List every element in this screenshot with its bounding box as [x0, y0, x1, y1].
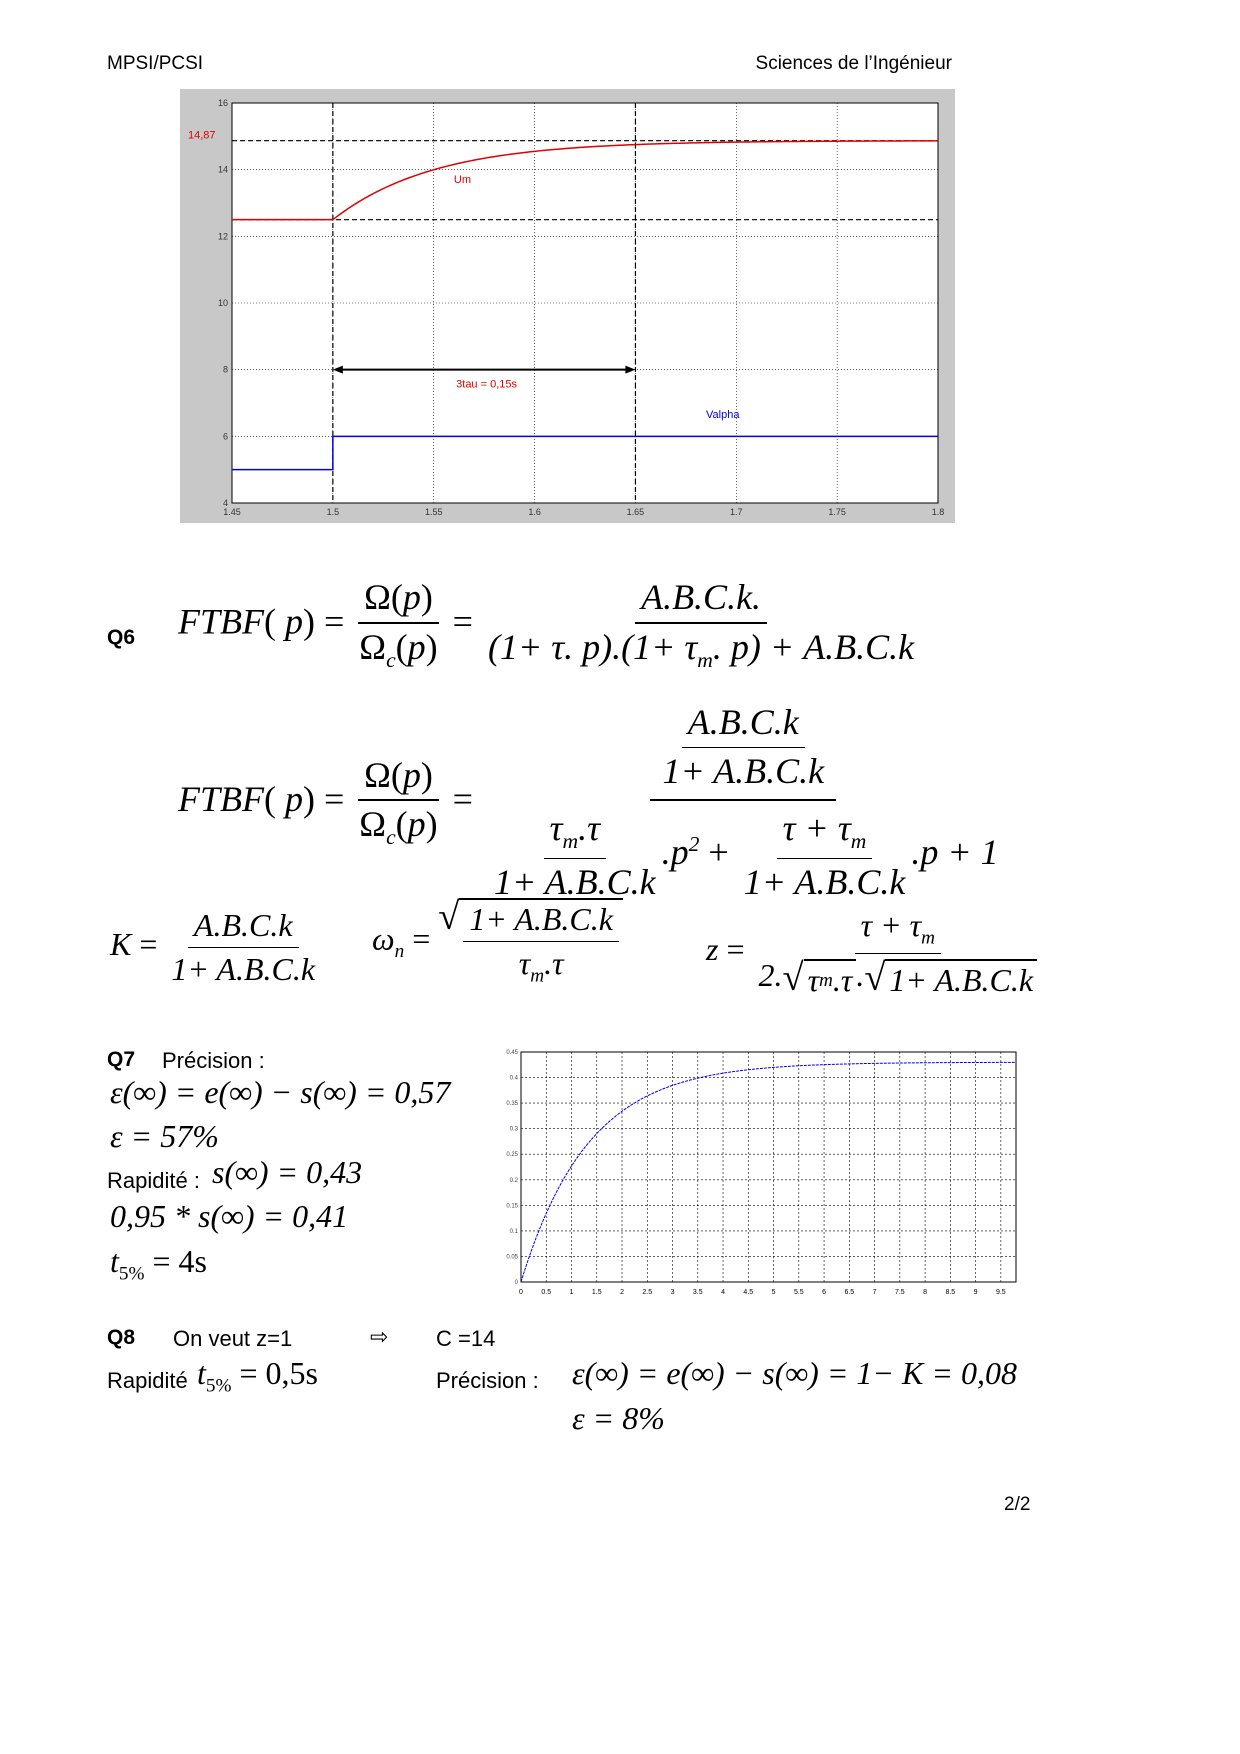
chart2-plot-area — [521, 1052, 1016, 1282]
chart2-x-tick: 0 — [519, 1289, 523, 1296]
ftbf-fraction-1: $\frac{A.B.C.k.}{(1+ \tau. p).(1+ \tau_m. p) + A.B.C.k}$ — [487, 577, 915, 672]
gain-K-equation: K = $\frac{A.B.C.k}{1+ A.B.C.k}$ — [110, 907, 316, 988]
chart2-x-tick: 1.5 — [591, 1289, 602, 1296]
q8-precision-label: Précision : — [436, 1368, 539, 1393]
ftbf-fraction-2: $\frac{A.B.C.k}{1+ A.B.C.k}$ $\frac{\tau_m.\tau}{1+ A.B.C.k}$ $.p^2$ + $\frac{\tau + \tau_m}{1+ A.B.C.k}$ .p + 1 — [493, 702, 999, 903]
chart1-x-tick: 1.5 — [326, 507, 340, 517]
chart2-y-tick: 0.3 — [509, 1126, 518, 1133]
chart2-x-tick: 0.5 — [541, 1289, 552, 1296]
chart2-x-tick: 9 — [973, 1289, 978, 1296]
chart2-x-tick: 6 — [822, 1289, 827, 1296]
damping-z-equation: z = $\tau + \tau_m$ 2. √ τ m .τ . √ 1+ A.B.C.k — [706, 908, 1043, 998]
chart1-x-tick: 1.65 — [626, 507, 645, 517]
chart1-x-tick: 1.45 — [223, 507, 241, 517]
level-label: 14,87 — [188, 129, 216, 142]
chart2-y-tick: 0.05 — [506, 1254, 518, 1261]
chart2-x-tick: 9.5 — [995, 1289, 1006, 1296]
q7-t5-equation: $t_{5\%} = 4s$ — [110, 1243, 207, 1285]
omega-ratio: $\frac{\Omega(p)}{\Omega_c(p)}$ — [359, 577, 438, 672]
chart2-x-tick: 1 — [569, 1289, 574, 1296]
chart2-y-tick: 0.35 — [506, 1101, 518, 1108]
chart2-y-tick: 0.25 — [506, 1152, 518, 1159]
chart2-x-tick: 7 — [872, 1289, 877, 1296]
omega-n-equation: $\omega_n$ = √ $\frac{1+ A.B.C.k}{\tau_m.\tau}$ — [372, 898, 623, 987]
um-label: Um — [453, 174, 471, 186]
chart1-y-tick: 4 — [222, 498, 228, 508]
chart1-y-tick: 16 — [217, 98, 228, 108]
chart2-x-tick: 6.5 — [844, 1289, 855, 1296]
header-left: MPSI/PCSI — [107, 53, 204, 74]
chart1-x-tick: 1.7 — [730, 507, 743, 517]
step-response-chart-um — [180, 89, 955, 523]
step-response-chart-s — [496, 1048, 1030, 1298]
q8-error-percent: ε = 8% — [572, 1400, 665, 1436]
chart2-x-tick: 3.5 — [692, 1289, 703, 1296]
q7-label: Q7 — [107, 1048, 136, 1071]
implies-arrow-icon: ⇨ — [370, 1324, 389, 1349]
q7-rapidite-label: Rapidité : — [107, 1168, 200, 1193]
ftbf-equation-2: FTBF( p) = $\frac{\Omega(p)}{\Omega_c(p)}$ = $\frac{A.B.C.k}{1+ A.B.C.k}$ $\frac{\tau_m.\tau}{1+ A.B.C.k}$ $.p^2$ + $\frac{\tau + \tau_m}{1+ A.B.C.k}$ .p + 1 — [178, 703, 1005, 903]
q7-error-equation: ε(∞) = e(∞) − s(∞) = 0,57 — [110, 1074, 451, 1110]
chart2-y-tick: 0.4 — [509, 1075, 518, 1082]
q8-gain-result: C =14 — [436, 1326, 496, 1351]
chart1-y-tick: 14 — [217, 164, 228, 175]
chart2-y-tick: 0 — [514, 1280, 518, 1286]
chart2-y-tick: 0.2 — [509, 1177, 518, 1184]
chart2-x-tick: 4.5 — [743, 1289, 754, 1296]
ftbf-equation-1: FTBF( p) = $\frac{\Omega(p)}{\Omega_c(p)}$ = $\frac{A.B.C.k.}{(1+ \tau. p).(1+ \tau_m. p) + A.B.C.k}$ — [178, 578, 920, 673]
q8-t5-equation: $t_{5\%} = 0,5s$ — [197, 1355, 318, 1397]
chart1-x-tick: 1.8 — [931, 507, 945, 517]
chart1-y-tick: 8 — [222, 364, 228, 375]
chart2-y-tick: 0.15 — [506, 1203, 518, 1210]
chart2-x-tick: 7.5 — [894, 1289, 905, 1296]
chart2-x-tick: 4 — [721, 1289, 725, 1296]
q8-label: Q8 — [107, 1326, 136, 1349]
omega-ratio-2: $\frac{\Omega(p)}{\Omega_c(p)}$ — [359, 754, 438, 850]
chart1-x-tick: 1.55 — [424, 507, 443, 517]
chart2-y-tick: 0.45 — [506, 1050, 518, 1056]
chart1-y-tick: 6 — [222, 431, 228, 442]
chart1-x-tick: 1.6 — [528, 507, 541, 517]
chart2-x-tick: 2.5 — [642, 1289, 653, 1296]
chart2-x-tick: 5.5 — [793, 1289, 804, 1296]
q7-precision-label: Précision : — [162, 1048, 265, 1073]
q8-error-equation: ε(∞) = e(∞) − s(∞) = 1− K = 0,08 — [572, 1355, 1017, 1391]
q7-95-value: 0,95 * s(∞) = 0,41 — [110, 1198, 349, 1234]
q6-label: Q6 — [107, 626, 136, 649]
tau-label: 3tau = 0,15s — [456, 378, 518, 391]
chart2-x-tick: 3 — [670, 1289, 675, 1296]
chart1-x-tick: 1.75 — [828, 507, 846, 517]
chart2-y-tick: 0.1 — [509, 1228, 518, 1235]
q7-error-percent: ε = 57% — [110, 1118, 219, 1154]
q8-condition: On veut z=1 — [173, 1326, 293, 1351]
q8-rapidite-label: Rapidité — [107, 1368, 188, 1393]
chart2-x-tick: 8 — [923, 1289, 928, 1296]
header-right: Sciences de l’Ingénieur — [755, 53, 952, 74]
q7-final-value: s(∞) = 0,43 — [212, 1154, 363, 1190]
chart2-x-tick: 2 — [620, 1289, 624, 1296]
page-number: 2/2 — [1004, 1494, 1031, 1515]
chart1-y-tick: 10 — [217, 298, 228, 308]
chart1-y-tick: 12 — [217, 231, 228, 242]
valpha-label: Valpha — [706, 409, 740, 421]
ftbf-symbol: FTBF — [178, 601, 264, 642]
chart2-x-tick: 8.5 — [945, 1289, 956, 1296]
chart2-x-tick: 5 — [771, 1289, 776, 1296]
